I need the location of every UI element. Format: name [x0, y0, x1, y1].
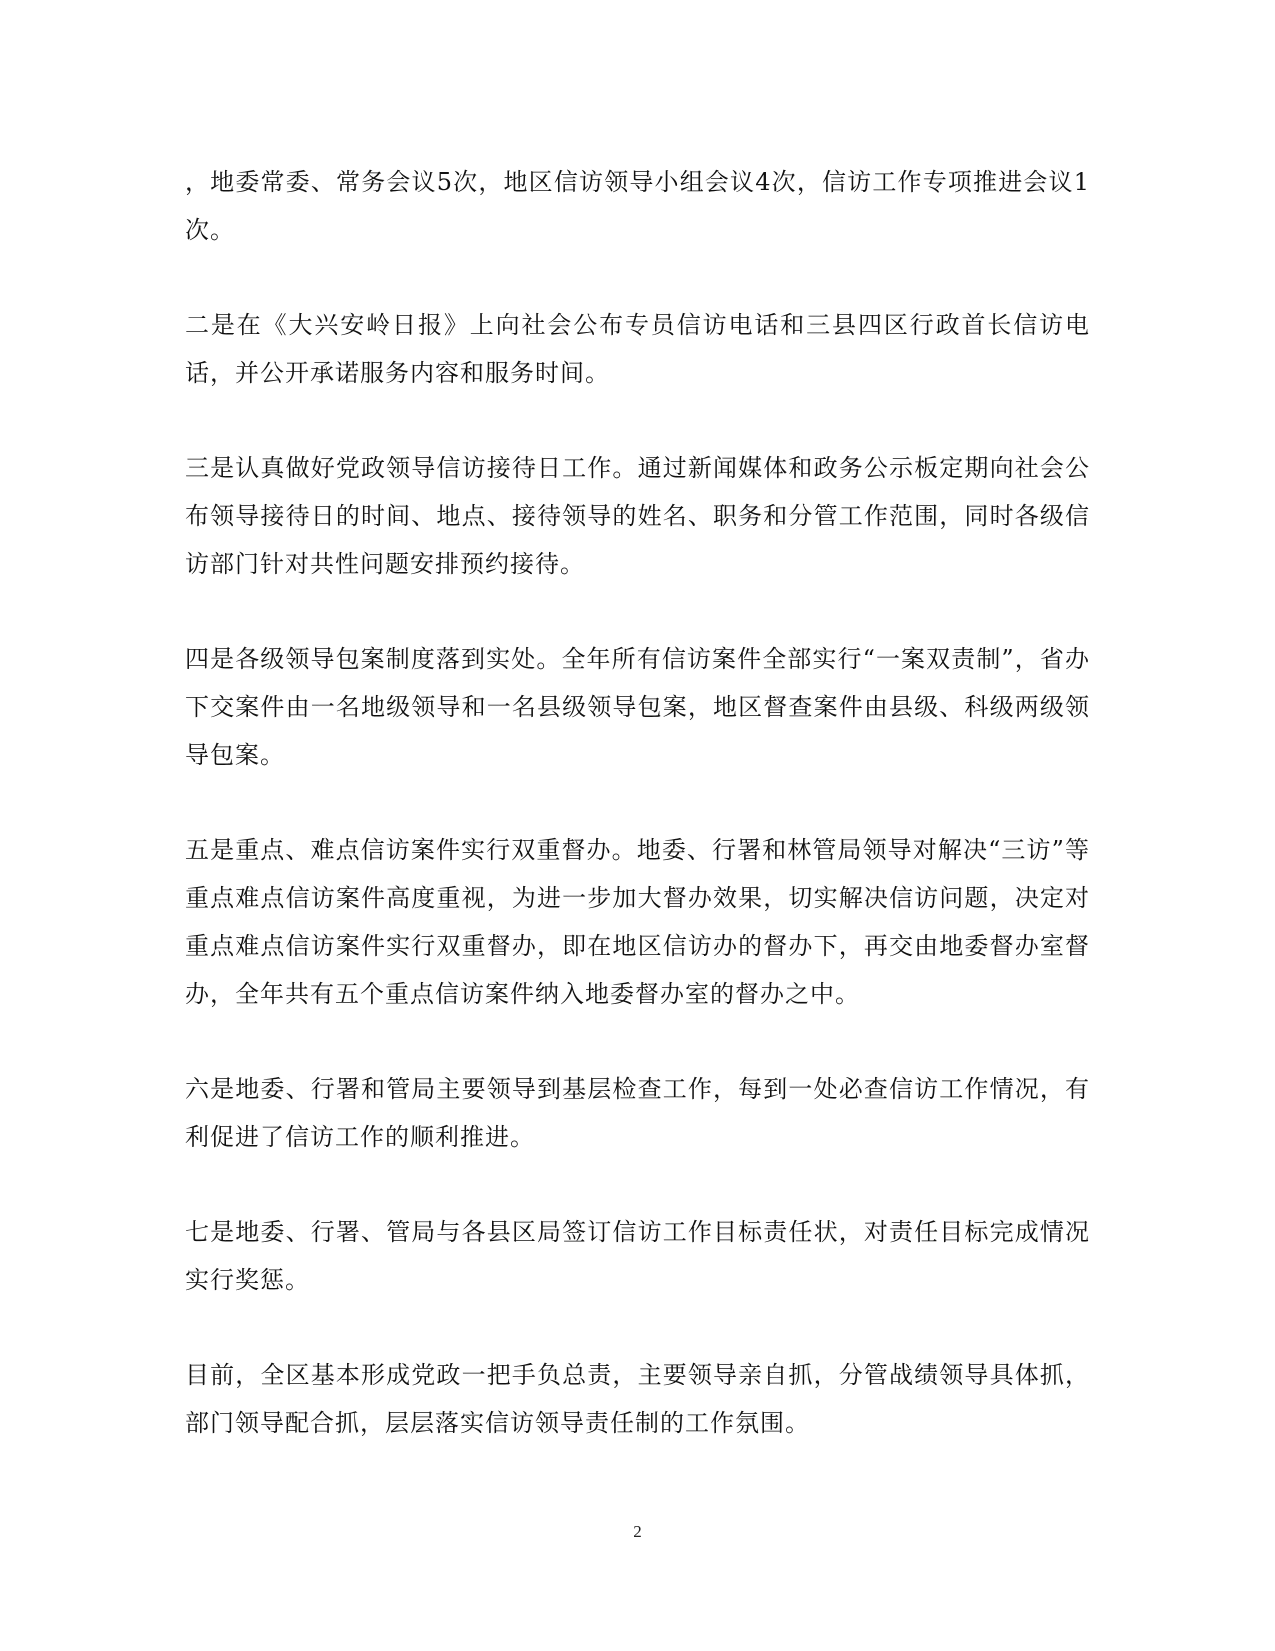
paragraph-6: 六是地委、行署和管局主要领导到基层检查工作，每到一处必查信访工作情况，有利促进了信访工作的顺利推进。: [185, 1075, 1090, 1151]
paragraph-1: ，地委常委、常务会议5次，地区信访领导小组会议4次，信访工作专项推进会议1次。: [185, 168, 1090, 244]
paragraph-2: 二是在《大兴安岭日报》上向社会公布专员信访电话和三县四区行政首长信访电话，并公开承诺服务内容和服务时间。: [185, 311, 1090, 387]
paragraph-3: 三是认真做好党政领导信访接待日工作。通过新闻媒体和政务公示板定期向社会公布领导接待日的时间、地点、接待领导的姓名、职务和分管工作范围，同时各级信访部门针对共性问题安排预约接待。: [185, 454, 1090, 578]
paragraph-4: 四是各级领导包案制度落到实处。全年所有信访案件全部实行“一案双责制”，省办下交案件由一名地级领导和一名县级领导包案，地区督查案件由县级、科级两级领导包案。: [185, 645, 1090, 769]
paragraph-7: 七是地委、行署、管局与各县区局签订信访工作目标责任状，对责任目标完成情况实行奖惩。: [185, 1218, 1090, 1294]
paragraph-5: 五是重点、难点信访案件实行双重督办。地委、行署和林管局领导对解决“三访”等重点难点信访案件高度重视，为进一步加大督办效果，切实解决信访问题，决定对重点难点信访案件实行双重督办，即在地区信访办的督办下，再交由地委督办室督办，全年共有五个重点信访案件纳入地委督办室的督办之中。: [185, 836, 1090, 1008]
document-body: [185, 158, 1090, 1494]
page-number: 2: [633, 1522, 642, 1541]
paragraph-8: 目前，全区基本形成党政一把手负总责，主要领导亲自抓，分管战绩领导具体抓，部门领导配合抓，层层落实信访领导责任制的工作氛围。: [185, 1361, 1090, 1437]
